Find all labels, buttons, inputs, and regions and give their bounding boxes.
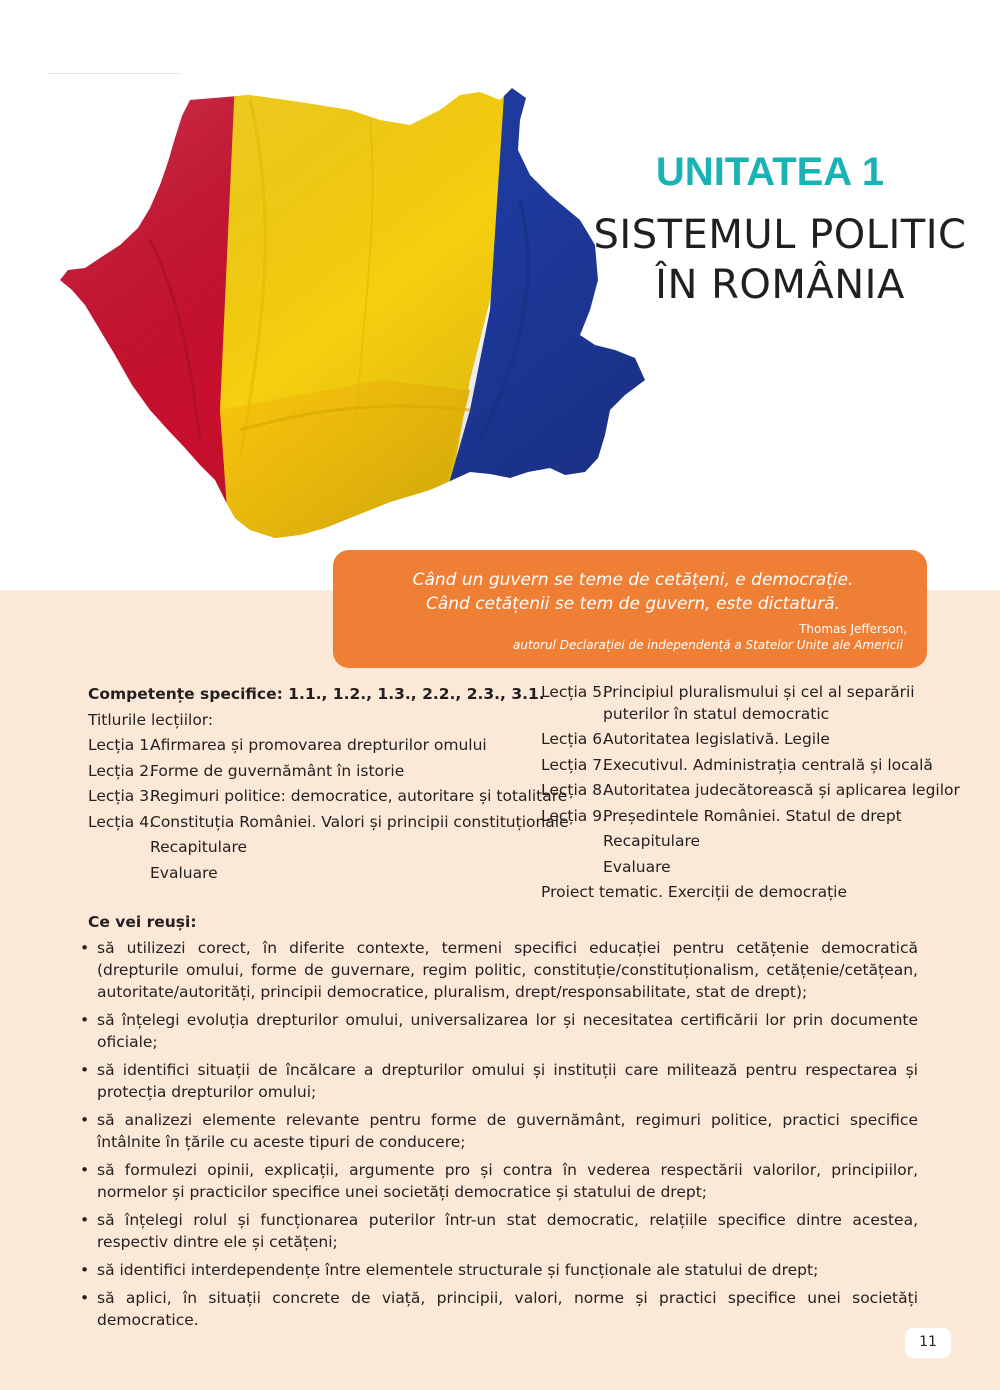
goals-list: [78, 937, 918, 1337]
lesson-title-continuation: puterilor în statul democratic: [603, 704, 830, 723]
evaluation-label: Evaluare: [150, 863, 218, 882]
lesson-number: Lecția 8.: [541, 781, 608, 799]
lesson-title: Afirmarea și promovarea drepturilor omului: [150, 736, 487, 754]
lesson-item: [541, 778, 961, 804]
goals-heading: Ce vei reuși:: [88, 913, 197, 931]
page-number: 11: [919, 1334, 937, 1350]
list-item: [78, 1059, 918, 1103]
lesson-titles-label: Titlurile lecțiilor:: [88, 710, 214, 729]
goal-text: să înțelegi evoluția drepturilor omului, universalizarea lor și necesitatea certificării lor prin documente oficiale;: [97, 1011, 918, 1051]
lesson-item: [541, 727, 961, 753]
bullet-icon: •: [80, 1289, 90, 1307]
goal-text: să utilizezi corect, în diferite contexte, termeni specifici educației pentru cetățenie democratică (drepturile omului, forme de guvernare, regim politic, constituție/constituționalism, cetățenie/cetățean, autoritate/autorități, principii democratice, pluralism, drept/responsabilitate, stat de drept);: [97, 939, 918, 1001]
divider: [48, 73, 181, 74]
lesson-title: Principiul pluralismului și cel al separării: [603, 683, 915, 701]
lesson-title: Președintele României. Statul de drept: [603, 806, 902, 825]
list-item: [78, 1209, 918, 1253]
lesson-item: [541, 753, 961, 779]
quote-box: [333, 550, 927, 668]
goal-text: să înțelegi rolul și funcționarea puterilor într-un stat democratic, relațiile specifice dintre acestea, respectiv dintre ele și cetățeni;: [97, 1211, 918, 1251]
lesson-number: Lecția 4.: [88, 812, 155, 831]
thematic-project: Proiect tematic. Exerciții de democrație: [541, 883, 848, 901]
lesson-number: Lecția 3.: [88, 787, 155, 805]
lesson-number: Lecția 7.: [541, 755, 608, 774]
lesson-item: [541, 804, 961, 830]
quote-author-role: autorul Declarației de independență a Statelor Unite ale Americii: [513, 638, 903, 652]
lessons-right-column: [541, 680, 961, 906]
list-item: [78, 1009, 918, 1053]
bullet-icon: •: [80, 1211, 90, 1229]
bullet-icon: •: [80, 1011, 90, 1029]
unit-title-line1: SISTEMUL POLITIC: [593, 212, 967, 258]
lesson-title: Regimuri politice: democratice, autoritare și totalitare: [150, 787, 568, 805]
lesson-number: Lecția 2.: [88, 761, 155, 780]
bullet-icon: •: [80, 939, 90, 957]
lesson-title: Autoritatea legislativă. Legile: [603, 730, 830, 748]
lesson-item: [88, 810, 569, 836]
goal-text: să formulezi opinii, explicații, argumente pro și contra în vederea respectării valorilor, principiilor, normelor și practicilor specifice unei societăți democratice și statului de drept;: [97, 1161, 918, 1201]
list-item: [78, 1109, 918, 1153]
lesson-number: Lecția 6.: [541, 730, 608, 748]
lesson-number: Lecția 9.: [541, 806, 608, 825]
list-item: [78, 1159, 918, 1203]
lesson-title: Constituția României. Valori și principii constituționale: [150, 812, 569, 831]
quote-line1: Când un guvern se teme de cetățeni, e democrație.: [412, 570, 854, 590]
goal-text: să identifici situații de încălcare a drepturilor omului și instituții care militează pentru respectarea și protecția drepturilor omului;: [97, 1061, 918, 1101]
list-item: [78, 1259, 918, 1281]
goal-text: să analizezi elemente relevante pentru forme de guvernământ, regimuri politice, practici specifice întâlnite în țările cu aceste tipuri de conducere;: [97, 1111, 918, 1151]
lesson-number: Lecția 1.: [88, 736, 155, 754]
lesson-number: Lecția 5.: [541, 683, 608, 701]
competences-heading: Competențe specifice: 1.1., 1.2., 1.3., 2.2., 2.3., 3.1.: [88, 685, 545, 703]
page-number-box: [905, 1328, 951, 1358]
list-item: [78, 937, 918, 1003]
unit-title: [590, 210, 970, 310]
unit-title-line2: ÎN ROMÂNIA: [655, 262, 905, 308]
quote-author: Thomas Jefferson,: [799, 622, 907, 636]
goal-text: să aplici, în situații concrete de viață, principii, valori, norme și practici specifice unei societăți democratice.: [97, 1289, 918, 1329]
bullet-icon: •: [80, 1261, 90, 1279]
quote-line2: Când cetățenii se tem de guvern, este dictatură.: [425, 594, 841, 614]
goal-text: să identifici interdependențe între elementele structurale și funcționale ale statului de drept;: [97, 1261, 819, 1279]
lesson-item: [88, 784, 568, 810]
list-item: [78, 1287, 918, 1331]
romania-flag-map-icon: [50, 80, 650, 550]
lesson-item: [88, 759, 538, 785]
unit-label: UNITATEA 1: [655, 150, 885, 194]
lesson-title: Executivul. Administrația centrală și locală: [603, 755, 933, 774]
bullet-icon: •: [80, 1161, 90, 1179]
evaluation-label: Evaluare: [603, 857, 671, 876]
lesson-title: Forme de guvernământ în istorie: [150, 761, 405, 780]
lesson-title: Autoritatea judecătorească și aplicarea legilor: [603, 781, 960, 799]
recap-label: Recapitulare: [603, 832, 701, 850]
bullet-icon: •: [80, 1111, 90, 1129]
bullet-icon: •: [80, 1061, 90, 1079]
recap-label: Recapitulare: [150, 838, 248, 856]
lesson-item: [88, 733, 538, 759]
lessons-left-column: [88, 682, 569, 886]
